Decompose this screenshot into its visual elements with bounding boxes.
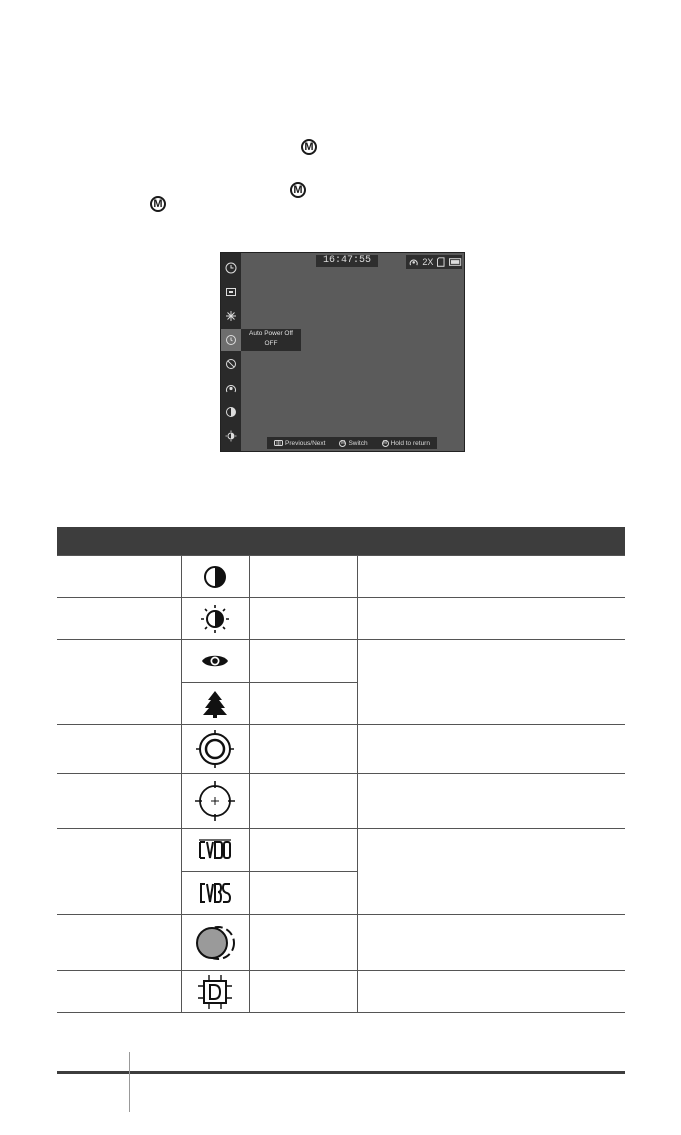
device-status-bar [406,255,462,269]
table-row [57,915,625,971]
table-row [57,971,625,1013]
hint-prev-next: Previous/Next [274,440,325,447]
calibration-icon [225,310,237,322]
m-button-icon: M [382,440,388,446]
header-cell [357,527,625,556]
dde-icon [196,973,234,1011]
eye-icon [201,652,229,670]
contrast-icon [225,406,237,418]
table-cell [357,598,625,640]
table-cell [57,640,181,725]
hotspot-icon [225,382,237,394]
header-cell [181,527,249,556]
table-cell [249,915,357,971]
table-cell [357,829,625,915]
table-cell [249,640,357,683]
footer-divider [129,1052,130,1112]
table-cell [357,640,625,725]
table-cell [57,915,181,971]
battery-icon [449,258,462,266]
header-cell [57,527,181,556]
device-screen-image [220,252,465,452]
table-cell [57,556,181,598]
table-cell [249,872,357,915]
table-cell [57,829,181,915]
table-row [57,598,625,640]
cvbs-off-icon [198,839,232,861]
table-row [57,640,625,683]
device-menu-bar [221,253,241,451]
menu-button-glyph: M [290,182,306,198]
menu-icon [225,286,237,298]
menu-item-contrast [221,401,241,423]
table-cell [57,598,181,640]
menu-item-calibration [221,305,241,327]
footer-rule [57,1071,625,1074]
forest-icon [202,690,228,718]
icon-description-table [57,527,625,1013]
table-cell [249,556,357,598]
hint-switch: M Switch [340,439,368,447]
table-cell [249,683,357,725]
menu-item-auto-power-off [221,329,241,351]
table-row [57,774,625,829]
table-cell [357,915,625,971]
menu-item-no-power [221,353,241,375]
m-button-icon: M [340,440,346,446]
table-cell [249,829,357,872]
zoom-level: 2X [422,257,434,267]
table-cell [249,971,357,1013]
menu-item-clock [221,257,241,279]
table-cell [57,774,181,829]
popup-title: Auto Power Off [249,330,293,337]
menu-item-menu [221,281,241,303]
brightness-icon [225,430,237,442]
table-row [57,725,625,774]
hint-hold: M Hold to return [382,439,430,447]
table-cell [249,598,357,640]
device-hint-bar [267,437,437,449]
crosshair-icon [194,780,236,822]
table-header [57,527,625,556]
cvbs-icon [198,881,232,905]
table-cell [357,556,625,598]
table-cell [57,971,181,1013]
pip-icon [192,923,238,963]
table-cell [249,725,357,774]
table-cell [357,774,625,829]
table-cell [357,725,625,774]
table-row [57,556,625,598]
target-ring-icon [195,729,235,769]
no-power-icon [225,358,237,370]
sd-card-icon [437,257,445,267]
auto-power-off-icon [225,334,237,346]
table-cell [357,971,625,1013]
contrast-icon [202,564,228,590]
hotspot-status-icon [409,257,418,267]
table-row [57,829,625,872]
header-cell [249,527,357,556]
menu-button-glyph: M [301,139,317,155]
auto-power-off-popup [241,329,301,351]
menu-item-hotspot [221,377,241,399]
table-cell [249,774,357,829]
table-cell [57,725,181,774]
wheel-icon [274,440,283,446]
clock-icon [225,262,237,274]
brightness-icon [199,603,231,635]
menu-button-glyph: M [150,196,166,212]
menu-item-brightness [221,425,241,447]
popup-value: OFF [264,340,278,347]
device-time: 16:47:55 [316,255,378,267]
